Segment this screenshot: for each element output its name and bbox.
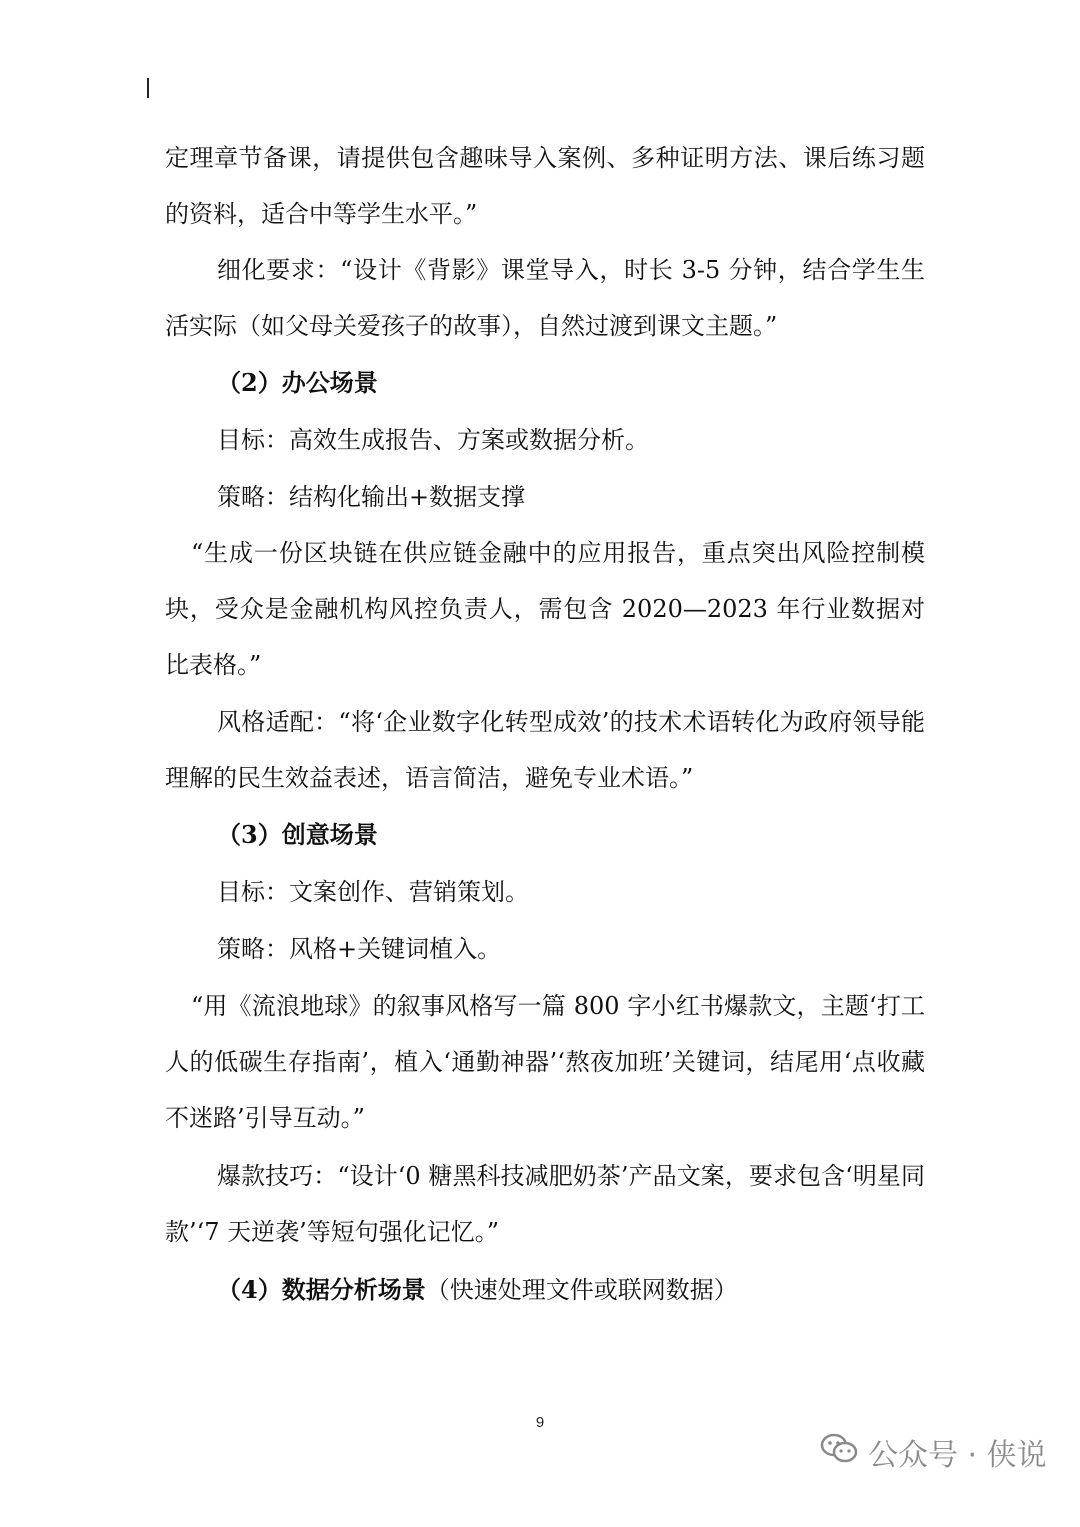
heading-data-analysis-scene (217, 1262, 738, 1318)
paragraph-office-goal: 目标：高效生成报告、方案或数据分析。 (217, 426, 649, 454)
paragraph-style-adaptation: 风格适配：“将‘企业数字化转型成效’的技术术语转化为政府领导能理解的民生效益表述，语言简洁，避免专业术语。” (165, 708, 925, 792)
wechat-icon (820, 1432, 858, 1472)
paragraph-creative-strategy: 策略：风格+关键词植入。 (217, 935, 502, 963)
page-number: 9 (535, 1414, 545, 1431)
paragraph-refine-requirement: 细化要求：“设计《背影》课堂导入，时长 3-5 分钟，结合学生生活实际（如父母关爱孩子的故事），自然过渡到课文主题。” (165, 256, 925, 340)
paragraph-office-strategy: 策略：结构化输出+数据支撑 (217, 483, 526, 511)
paragraph-continued: 定理章节备课，请提供包含趣味导入案例、多种证明方法、课后练习题的资料，适合中等学生水平。” (165, 144, 925, 228)
paragraph-creative-example: “用《流浪地球》的叙事风格写一篇 800 字小红书爆款文，主题‘打工人的低碳生存指南’，植入‘通勤神器’‘熬夜加班’关键词，结尾用‘点收藏不迷路’引导互动。” (165, 992, 925, 1132)
watermark (820, 1427, 1047, 1477)
paragraph-viral-tips: 爆款技巧：“设计‘0 糖黑科技减肥奶茶’产品文案，要求包含‘明星同款’‘7 天逆袭’等短句强化记忆。” (165, 1162, 925, 1246)
heading-data-analysis-note: （快速处理文件或联网数据） (425, 1276, 738, 1304)
watermark-text: 公众号 · 侠说 (868, 1438, 1047, 1473)
heading-creative-scene: （3）创意场景 (217, 820, 378, 849)
paragraph-office-example: “生成一份区块链在供应链金融中的应用报告，重点突出风险控制模块，受众是金融机构风控负责人，需包含 2020—2023 年行业数据对比表格。” (165, 539, 925, 679)
cursor-mark (147, 78, 149, 98)
paragraph-creative-goal: 目标：文案创作、营销策划。 (217, 878, 529, 906)
heading-office-scene: （2）办公场景 (217, 368, 378, 397)
heading-data-analysis-title: （4）数据分析场景 (217, 1275, 426, 1304)
